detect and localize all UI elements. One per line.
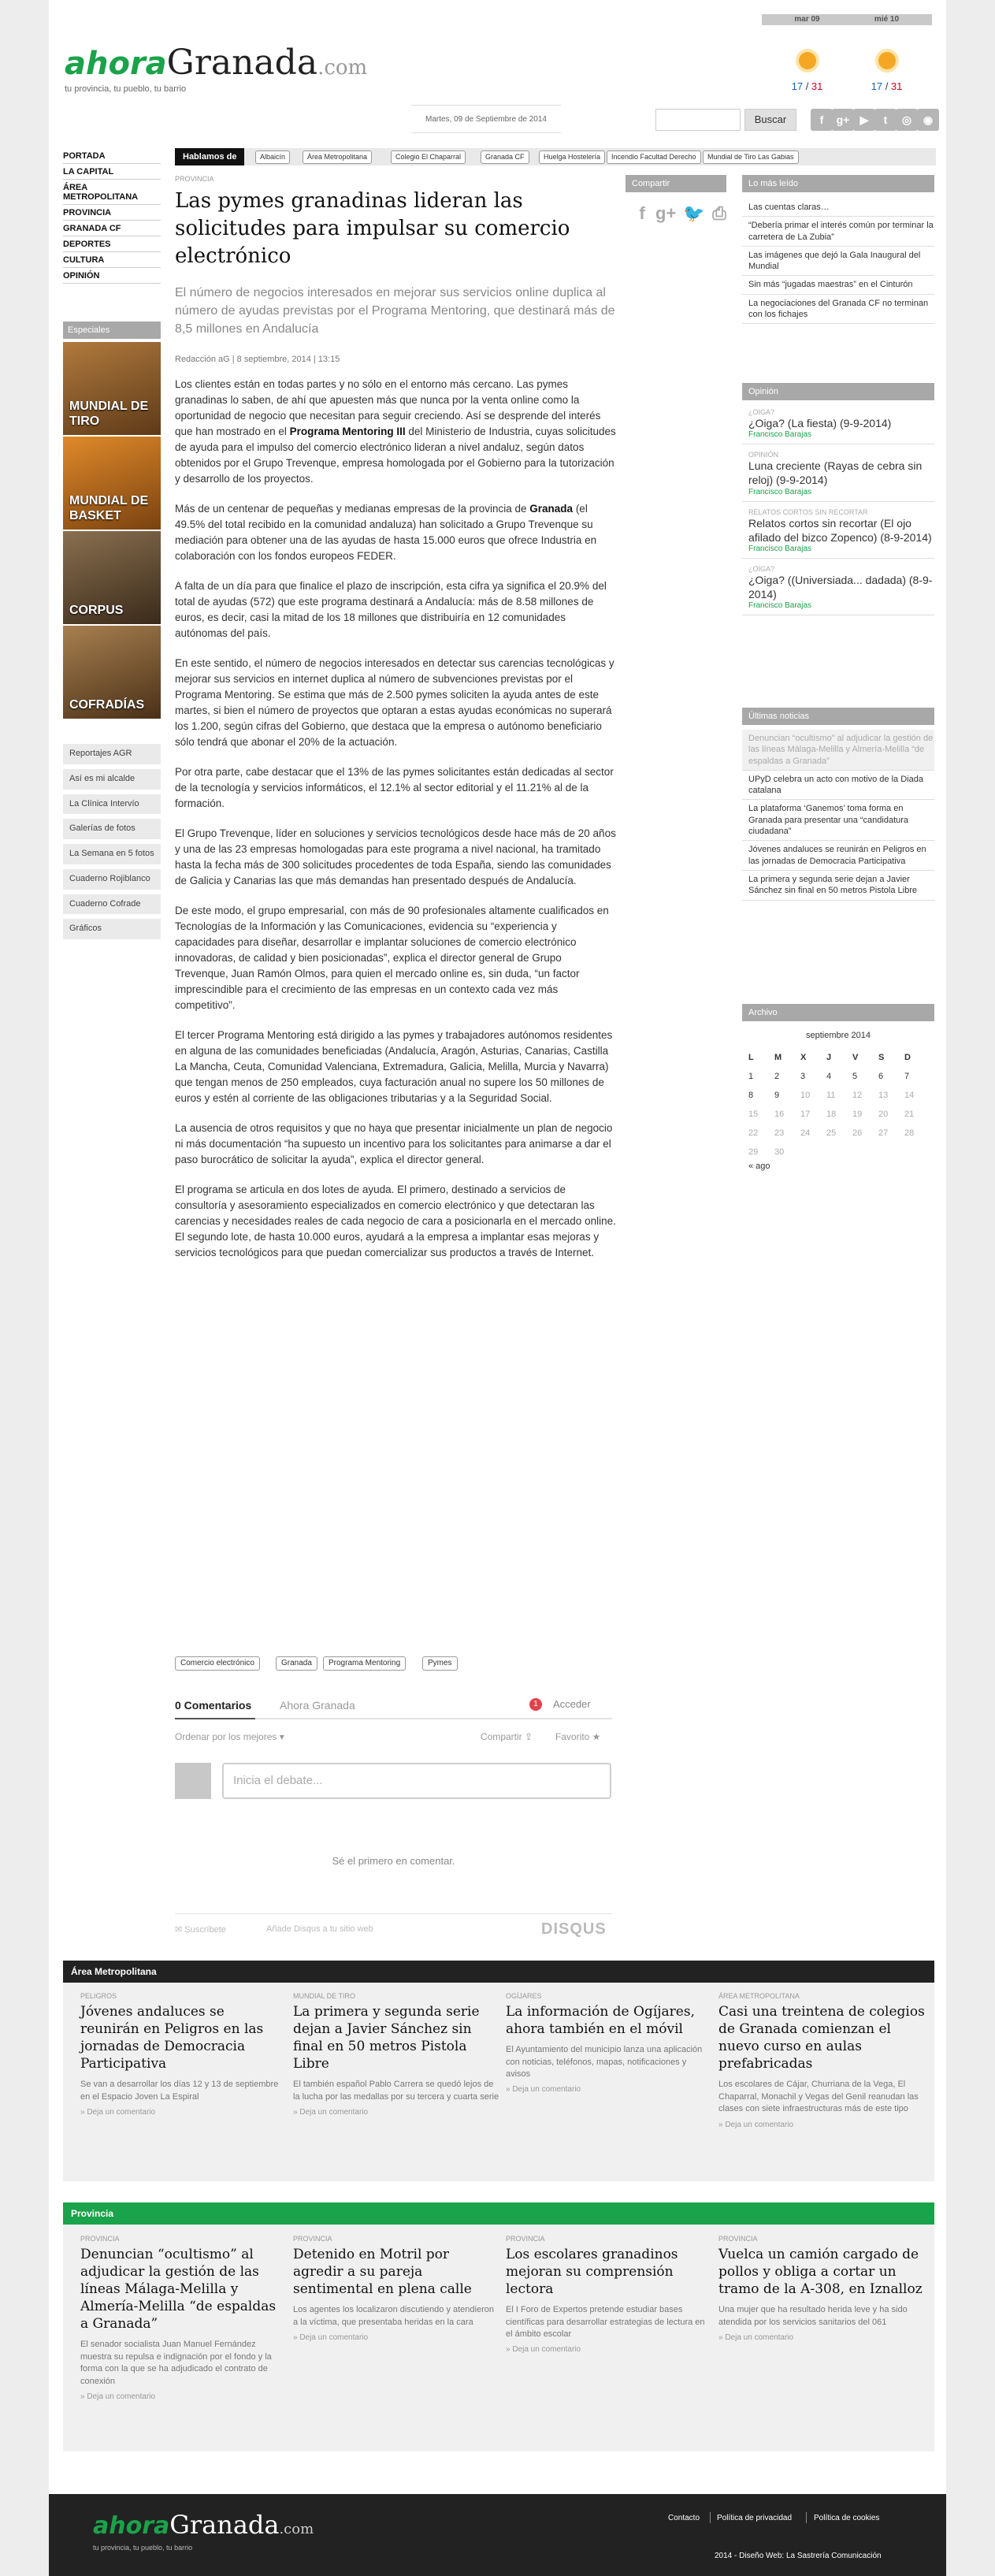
comments-footer-divider (175, 1913, 612, 1914)
calendar-header-row: L M X J V S D (748, 1053, 911, 1062)
calendar-day: 30 (774, 1147, 785, 1157)
calendar-day: 10 (800, 1091, 811, 1100)
nav-item-portada[interactable]: PORTADA (63, 148, 161, 164)
section-area-metropolitana-heading[interactable]: Área Metropolitana (63, 1961, 934, 1983)
list-item[interactable]: La negociaciones del Granada CF no terminan con los fichajes (742, 295, 934, 325)
article-paragraph: El Grupo Trevenque, líder en soluciones y servicios tecnológicos desde hace más de 20 años y una de las 23 empresas homologadas para este programa a nivel nacional, ha tramitado hasta la fecha más de 300 solicitudes procedentes de toda España, siendo las comunidades de Galicia y Canarias las que más demandas han presentado después de Andalucía. (175, 827, 616, 887)
sidelink-graficos[interactable]: Gráficos (63, 919, 161, 939)
sidelink-rojiblanco[interactable]: Cuaderno Rojiblanco (63, 869, 161, 890)
nav-item-granada-cf[interactable]: GRANADA CF (63, 221, 161, 236)
add-disqus-link[interactable]: Añade Disqus a tu sitio web (266, 1924, 373, 1934)
list-item[interactable]: Las cuentas claras… (742, 199, 934, 217)
archive-heading: Archivo (742, 1004, 934, 1021)
list-item[interactable]: UPyD celebra un acto con motivo de la Diada catalana (742, 771, 934, 801)
site-logo[interactable]: ahoraGranada.com (65, 43, 368, 83)
comments-tab-indicator (175, 1718, 255, 1719)
calendar-day[interactable]: 4 (826, 1072, 832, 1081)
sidelink-cofrade[interactable]: Cuaderno Cofrade (63, 894, 161, 915)
news-card[interactable]: PELIGROS Jóvenes andaluces se reunirán en Peligros en las jornadas de Democracia Participativa Se van a desarrollar los días 12 y 13 de septiembre en el Espacio Joven La Espiral » Deja un comentario (80, 1992, 279, 2117)
nav-item-area-metropolitana[interactable]: ÁREA METROPOLITANA (63, 180, 161, 205)
googleplus-share-icon[interactable]: g+ (655, 203, 677, 223)
search-button[interactable]: Buscar (744, 109, 796, 131)
latest-news-list (742, 730, 934, 901)
weather-temps: 17 / 31 (791, 80, 823, 92)
login-button[interactable]: Acceder (553, 1698, 591, 1710)
nav-item-cultura[interactable]: CULTURA (63, 252, 161, 268)
calendar-day[interactable]: 8 (748, 1091, 754, 1100)
nav-item-provincia[interactable]: PROVINCIA (63, 205, 161, 221)
calendar-day: 12 (852, 1091, 863, 1100)
youtube-icon[interactable]: ▶ (853, 109, 875, 131)
list-item[interactable]: Jóvenes andaluces se reunirán en Peligros en las jornadas de Democracia Participativa (742, 841, 934, 871)
calendar-day[interactable]: 5 (852, 1072, 858, 1081)
notification-badge[interactable]: 1 (529, 1698, 542, 1711)
calendar-day: 13 (878, 1091, 889, 1100)
most-read-heading: Lo más leído (742, 175, 934, 192)
rss-icon[interactable]: ◉ (917, 109, 939, 131)
article-paragraph: Los clientes están en todas partes y no sólo en el entorno más cercano. Las pymes granadinas lo saben, de ahí que apuesten más que nunca por la venta online como la oportunidad de negocio que necesitan para seguir creciendo. Así se desprende del interés que han mostrado en el Programa Mentoring III del Ministerio de Industria, cuyas solicitudes de ayuda para el impulso del comercio electrónico lideran a nivel andaluz, según datos obtenidos por el Grupo Trevenque, empresa homologada por el Gobierno para la tutorización y desarrollo de los proyectos. (175, 378, 616, 485)
weather-day-2 (841, 14, 932, 92)
facebook-share-icon[interactable]: f (639, 203, 645, 223)
opinion-item[interactable]: ¿OIGA? ¿Oiga? ((Universiada... dadada) (8-9-2014) Francisco Barajas (742, 559, 934, 615)
calendar-day[interactable]: 1 (748, 1072, 754, 1081)
calendar-day: 28 (904, 1128, 915, 1138)
topic-tag[interactable]: Mundial de Tiro Las Gabias (703, 151, 799, 164)
sidelink-alcalde[interactable]: Así es mi alcalde (63, 769, 161, 790)
opinion-item[interactable]: OPINIÓN Luna creciente (Rayas de cebra sin reloj) (9-9-2014) Francisco Barajas (742, 444, 934, 501)
topic-tag[interactable]: Albaicín (255, 151, 290, 164)
topic-tag[interactable]: Área Metropolitana (303, 151, 372, 164)
footer-copyright: 2014 - Diseño Web: La Sastrería Comunicación (715, 2552, 882, 2560)
article-paragraph: El tercer Programa Mentoring está dirigido a las pymes y trabajadores autónomos residentes en alguna de las comunidades beneficiadas (Andalucía, Aragón, Asturias, Canarias, Castilla La Mancha, Ceuta, Comunidad Valenciana, Extremadura, Galicia, Melilla, Murcia y Navarra) que tengan menos de 250 empleados, cuya facturación anual no supere los 50 millones de euros y estén al corriente de las obligaciones tributarias y a la Seguridad Social. (175, 1029, 613, 1104)
list-item[interactable]: Las imágenes que dejó la Gala Inaugural del Mundial (742, 247, 934, 277)
sidelink-clinica[interactable]: La Clínica Intervío (63, 794, 161, 815)
main-nav (63, 148, 161, 284)
googleplus-icon[interactable]: g+ (832, 109, 854, 131)
article-paragraph: El programa se articula en dos lotes de ayuda. El primero, destinado a servicios de consultoría y asesoramiento especializados en comercio electrónico y que detectaran las carencias y necesidades reales de cada negocio de cara a posicionarla en el mercado online. El segundo lote, de hasta 10.000 euros, ayudará a la empresa a implantar esas mejoras y servicios tecnológicos para que puedan comercializar sus productos a través de Internet. (175, 1184, 616, 1258)
topics-label: Hablamos de (175, 148, 244, 165)
nav-item-opinion[interactable]: OPINIÓN (63, 268, 161, 284)
current-date: Martes, 09 de Septiembre de 2014 (411, 105, 561, 133)
calendar-day[interactable]: 7 (904, 1072, 910, 1081)
footer-logo[interactable]: ahoraGranada.com (93, 2510, 314, 2540)
nav-item-deportes[interactable]: DEPORTES (63, 236, 161, 252)
calendar-week (742, 1124, 934, 1143)
nav-item-la-capital[interactable]: LA CAPITAL (63, 164, 161, 180)
calendar-day: 26 (852, 1128, 863, 1138)
comments-site-tab[interactable]: Ahora Granada (280, 1699, 355, 1712)
list-item[interactable]: La plataforma ‘Ganemos’ toma forma en Granada para presentar una “candidatura ciudadana” (742, 800, 934, 841)
article-tag[interactable]: Granada (276, 1656, 317, 1671)
footer-divider (806, 2512, 807, 2523)
calendar-day: 17 (800, 1110, 811, 1119)
article-paragraph: La ausencia de otros requisitos y que no haya que presentar inicialmente un plan de negocio ni más documentación “ha supuesto un incentivo para los solicitantes para animarse a dar el paso burocrático de solicitar la ayuda”, explica el director general. (175, 1122, 613, 1165)
article-kicker: PROVINCIA (175, 175, 214, 183)
weather-day-label: mié 10 (841, 14, 932, 25)
list-item[interactable]: La primera y segunda serie dejan a Javier Sánchez sin final en 50 metros Pistola Libre (742, 871, 934, 901)
calendar-day: 20 (878, 1110, 889, 1119)
sidelink-reportajes[interactable]: Reportajes AGR (63, 744, 161, 764)
comments-count-tab[interactable]: 0 Comentarios (175, 1699, 252, 1712)
calendar-day: 24 (800, 1128, 811, 1138)
calendar-day: 22 (748, 1128, 759, 1138)
comments-empty-message: Sé el primero en comentar. (332, 1855, 455, 1867)
sun-icon (878, 52, 896, 69)
article-paragraph: De este modo, el grupo empresarial, con más de 90 profesionales altamente cualificados en Tecnologías de la Información y las Comunicaciones, evidencia su “experiencia y capacidades para diseñar, desarrollar e implantar soluciones de comercio electrónico innovadoras, de calidad y bien posicionadas”, explica el director general de Grupo Trevenque, Juan Ramón Olmos, para quien el mercado online es, sin duda, “un factor imprescindible para el crecimiento de las empresas en un contexto cada vez más competitivo”. (175, 905, 609, 1011)
article-paragraph: A falta de un día para que finalice el plazo de inscripción, esta cifra ya significa el 20.9% del total de ayudas (572) que este programa destinará a Andalucía: más de 8.58 millones de euros, es decir, casi la mitad de los 18 millones que distribuiría en 12 comunidades autónomas del país. (175, 580, 607, 639)
list-item[interactable]: Denuncian “ocultismo” al adjudicar la gestión de las líneas Málaga-Melilla y Almería-Melilla “de espaldas a Granada” (742, 730, 934, 771)
facebook-icon[interactable]: f (811, 109, 833, 131)
calendar-day: 18 (826, 1110, 837, 1119)
especial-mundial-basket[interactable]: MUNDIAL DE BASKET (63, 437, 161, 530)
twitter-icon[interactable]: t (874, 109, 897, 131)
topic-tag[interactable]: Huelga Hostelería (539, 151, 605, 164)
avatar (175, 1763, 211, 1799)
article-tag[interactable]: Pymes (422, 1656, 458, 1671)
calendar-day: 14 (904, 1091, 915, 1100)
news-card[interactable]: PROVINCIA Detenido en Motril por agredir a su pareja sentimental en plena calle Los agentes los localizaron discutiendo y atendieron a la víctima, que presentaba heridas en la cara » Deja un comentario (293, 2235, 494, 2343)
sidelink-galerias[interactable]: Galerías de fotos (63, 819, 161, 839)
share-heading: Compartir (626, 175, 726, 192)
article-tag[interactable]: Programa Mentoring (323, 1656, 406, 1671)
calendar-day[interactable]: 2 (774, 1072, 780, 1081)
article-paragraph: Por otra parte, cabe destacar que el 13% de las pymes solicitantes están dedicadas al sector de la tecnología y servicios informáticos, el 12.1% al sector editorial y el 11.21% al de la formación. (175, 766, 614, 809)
instagram-icon[interactable]: ◎ (896, 109, 918, 131)
article-tag[interactable]: Comercio electrónico (175, 1656, 260, 1671)
archive-calendar (742, 1026, 934, 1171)
subscribe-link[interactable]: ✉ Suscríbete (175, 1925, 226, 1935)
topic-tag[interactable]: Granada CF (481, 151, 529, 164)
search-input[interactable] (655, 109, 741, 131)
favorite-button[interactable]: Favorito ★ (555, 1731, 601, 1742)
section-provincia-heading[interactable]: Provincia (63, 2202, 934, 2225)
calendar-day: 27 (878, 1128, 889, 1138)
news-card[interactable]: MUNDIAL DE TIRO La primera y segunda serie dejan a Javier Sánchez sin final en 50 metros Pistola Libre El también español Pablo Carrera se quedó lejos de la lucha por las medallas por su tercera y cuarta serie » Deja un comentario (293, 1992, 499, 2117)
news-card[interactable]: PROVINCIA Vuelca un camión cargado de pollos y obliga a cortar un tramo de la A-308, en Iznalloz Una mujer que ha resultado herida leve y ha sido atendida por los servicios sanitarios del 061 » Deja un comentario (718, 2235, 923, 2343)
share-button[interactable]: Compartir ⇪ (481, 1731, 533, 1742)
opinion-item[interactable]: RELATOS CORTOS SIN RECORTAR Relatos cortos sin recortar (El ojo afilado del bizco Zopenco) (8-9-2014) Francisco Barajas (742, 502, 934, 559)
weather-temps: 17 / 31 (871, 80, 903, 92)
article-paragraph: En este sentido, el número de negocios interesados en detectar sus carencias tecnológicas y mejorar sus servicios en internet duplica al número de subvenciones previstas por el Programa Mentoring. Se estima que más de 2.500 pymes soliciten la ayuda antes de este martes, si bien el número de proyectos que optaran a estas ayudas económicas no superará los 1.200, según cifras del Gobierno, que destaca que la empresa o autónomo beneficiario sólo tendrá que abonar el 20% de la actuación. (175, 657, 614, 748)
footer-link-contacto[interactable]: Contacto (668, 2514, 700, 2522)
comment-input[interactable]: Inicia el debate... (222, 1763, 611, 1799)
calendar-day: 11 (826, 1091, 836, 1100)
footer-tagline: tu provincia, tu pueblo, tu barrio (93, 2544, 193, 2552)
calendar-prev-link[interactable]: « ago (748, 1162, 770, 1171)
print-icon[interactable]: ⎙ (712, 203, 726, 223)
footer-link-privacidad[interactable]: Política de privacidad (717, 2514, 793, 2522)
footer-link-cookies[interactable]: Política de cookies (814, 2514, 880, 2522)
most-read-list (742, 199, 934, 324)
calendar-day: 29 (748, 1147, 759, 1157)
opinion-heading: Opinión (742, 383, 934, 400)
weather-day-1 (762, 14, 852, 92)
especial-mundial-tiro[interactable]: MUNDIAL DE TIRO (63, 342, 161, 435)
calendar-week (742, 1105, 934, 1124)
sidebar-links (63, 744, 161, 944)
calendar-day: 15 (748, 1110, 759, 1119)
especial-cofradias[interactable]: COFRADÍAS (63, 626, 161, 719)
calendar-day[interactable]: 9 (774, 1091, 780, 1100)
list-item[interactable]: “Debería primar el interés común por terminar la carretera de La Zubia” (742, 217, 934, 247)
calendar-week (742, 1086, 934, 1105)
article-byline: Redacción aG | 8 septiembre, 2014 | 13:15 (175, 355, 340, 364)
news-card[interactable]: PROVINCIA Los escolares granadinos mejoran su comprensión lectora El I Foro de Expertos pretende estudiar bases científicas para desarrollar estrategias de lectura en el ámbito escolar » Deja un comentario (506, 2235, 705, 2355)
topic-tag[interactable]: Colegio El Chaparral (391, 151, 466, 164)
calendar-day: 16 (774, 1110, 785, 1119)
opinion-item[interactable]: ¿OIGA? ¿Oiga? (La fiesta) (9-9-2014) Francisco Barajas (742, 402, 934, 444)
news-card[interactable]: PROVINCIA Denuncian “ocultismo” al adjudicar la gestión de las líneas Málaga-Melilla y Almería-Melilla “de espaldas a Granada” El senador socialista Juan Manuel Fernández muestra su repulsa e indignación por el fondo y la forma con la que se ha adjudicado el contrato de conexión » Deja un comentario (80, 2235, 277, 2402)
article-subtitle: El número de negocios interesados en mejorar sus servicios online duplica al número de ayudas previstas por el Programa Mentoring, que destinará más de 8,5 millones en Andalucía (175, 286, 615, 336)
topic-tag[interactable]: Incendio Facultad Derecho (607, 151, 701, 164)
footer-divider (710, 2512, 711, 2523)
sort-dropdown[interactable]: Ordenar por los mejores ▾ (175, 1731, 284, 1742)
article-paragraph: Más de un centenar de pequeñas y medianas empresas de la provincia de Granada (el 49.5% del total recibido en la comunidad andaluza) han solicitado a Grupo Trevenque su mediación para obtener una de las ayudas de hasta 15.000 euros que ofrece Industria en colaboración con los fondos europeos FEDER. (175, 503, 597, 562)
opinion-list (742, 402, 934, 615)
especiales-heading: Especiales (63, 322, 161, 339)
list-item[interactable]: Sin más “jugadas maestras” en el Cinturón (742, 276, 934, 294)
calendar-day[interactable]: 6 (878, 1072, 884, 1081)
latest-news-heading: Últimas noticias (742, 708, 934, 725)
page (49, 0, 946, 2576)
calendar-day: 19 (852, 1110, 863, 1119)
calendar-day: 23 (774, 1128, 785, 1138)
news-card[interactable]: ÁREA METROPOLITANA Casi una treintena de colegios de Granada comienzan el nuevo curso en aulas prefabricadas Los escolares de Cájar, Churriana de la Vega, El Chaparral, Monachil y Vegas del Genil reanudan las clases con siete infraestructuras más de este tipo » Deja un comentario (718, 1992, 925, 2129)
article-body (175, 377, 616, 1275)
calendar-week (742, 1067, 934, 1086)
calendar-month: septiembre 2014 (806, 1031, 871, 1040)
calendar-day[interactable]: 3 (800, 1072, 806, 1081)
calendar-day: 25 (826, 1128, 837, 1138)
especial-corpus[interactable]: CORPUS (63, 531, 161, 624)
news-card[interactable]: OGÍJARES La información de Ogíjares, ahora también en el móvil El Ayuntamiento del municipio lanza una aplicación con noticias, teléfonos, mapas, notificaciones y avisos » Deja un comentario (506, 1992, 703, 2095)
calendar-week (742, 1143, 934, 1162)
sun-icon (799, 52, 816, 69)
sidelink-semana[interactable]: La Semana en 5 fotos (63, 844, 161, 864)
calendar-day: 21 (904, 1110, 915, 1119)
article-title: Las pymes granadinas lideran las solicitudes para impulsar su comercio electrónico (175, 189, 570, 269)
weather-day-label: mar 09 (762, 14, 852, 25)
disqus-logo[interactable]: DISQUS (541, 1920, 607, 1938)
twitter-share-icon[interactable]: 🐦 (683, 203, 705, 223)
site-tagline: tu provincia, tu pueblo, tu barrio (65, 84, 187, 94)
